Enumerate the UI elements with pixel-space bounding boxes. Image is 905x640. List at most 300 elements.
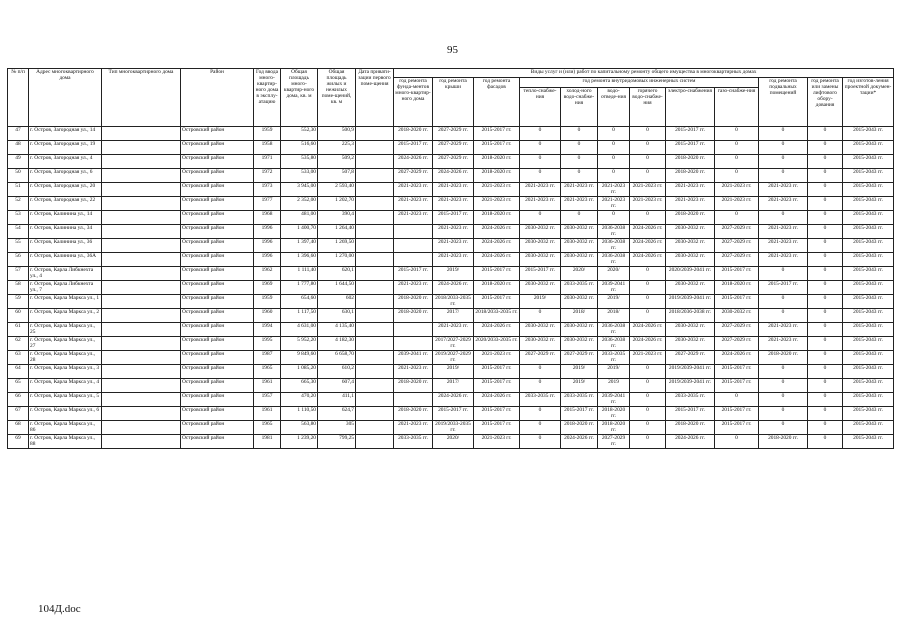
table-cell: 2021-2023 гг. <box>561 197 598 211</box>
table-cell: 56 <box>8 253 29 267</box>
table-cell: 2039-2041 гг. <box>598 281 630 295</box>
table-cell: 0 <box>759 155 808 169</box>
table-cell: 2021-2023 гг. <box>433 197 474 211</box>
table-cell: 6 658,70 <box>318 351 356 365</box>
table-cell: 2019/ <box>561 365 598 379</box>
table-cell: 2020/2039-2041 гг. <box>666 267 715 281</box>
table-cell <box>356 337 394 351</box>
table-cell: 2027-2029 гг. <box>433 155 474 169</box>
table-cell: 2017/2027-2029 гг. <box>433 337 474 351</box>
table-cell: 51 <box>8 183 29 197</box>
table-cell <box>356 281 394 295</box>
table-cell: 624,7 <box>318 407 356 421</box>
table-cell: 2036-2038 гг. <box>598 253 630 267</box>
table-cell: 2027-2029 гг. <box>433 127 474 141</box>
table-cell: 48 <box>8 141 29 155</box>
table-cell: 2015-2017 гг. <box>520 267 561 281</box>
table-cell: 1965 <box>254 365 281 379</box>
table-cell: 0 <box>520 365 561 379</box>
table-cell: 2015-2043 гг. <box>843 421 894 435</box>
table-cell: г. Остров, Карла Маркса ул., 3 <box>29 365 102 379</box>
table-cell: 2018-2020 гг. <box>394 295 433 309</box>
table-cell: г. Остров, Карла Маркса ул., 1 <box>29 295 102 309</box>
table-cell: 2021-2023 гг. <box>630 183 666 197</box>
table-cell: 2015-2017 гг. <box>474 421 520 435</box>
table-cell: 0 <box>520 379 561 393</box>
table-cell: г. Остров, Карла Маркса ул., 86 <box>29 421 102 435</box>
table-cell: 2018-2020 гг. <box>474 211 520 225</box>
table-cell: г. Остров, Калинина ул., 14 <box>29 211 102 225</box>
table-cell: 0 <box>561 211 598 225</box>
table-cell: 4 135,40 <box>318 323 356 337</box>
table-cell: 1996 <box>254 225 281 239</box>
table-cell: 2015-2043 гг. <box>843 435 894 449</box>
table-cell: 0 <box>759 407 808 421</box>
table-cell: 2018-2020 гг. <box>394 309 433 323</box>
table-cell <box>102 281 181 295</box>
table-cell: 2018-2020 гг. <box>759 435 808 449</box>
table-cell: 2015-2017 гг. <box>561 407 598 421</box>
table-cell <box>102 253 181 267</box>
table-row <box>8 435 894 449</box>
table-cell: 2015-2043 гг. <box>843 253 894 267</box>
table-cell: 2015-2043 гг. <box>843 323 894 337</box>
table-cell: 533,00 <box>281 169 318 183</box>
col-header-roof: год ремонта крыши <box>433 78 474 127</box>
table-cell: Островский район <box>181 225 254 239</box>
col-header-year: Год ввода много-квартир-ного дома в эксплу-атацию <box>254 69 281 127</box>
table-cell <box>394 393 433 407</box>
table-cell: 2015-2017 гг. <box>474 295 520 309</box>
table-cell: Островский район <box>181 169 254 183</box>
table-cell <box>102 155 181 169</box>
table-cell: 0 <box>759 169 808 183</box>
table-cell: 2018-2020 гг. <box>666 421 715 435</box>
table-cell: 2030-2032 гг. <box>520 225 561 239</box>
table-cell: 2024-2026 гг. <box>433 393 474 407</box>
table-row <box>8 351 894 365</box>
table-cell: 2033-2035 гг. <box>561 281 598 295</box>
table-cell: 0 <box>808 239 843 253</box>
table-cell: 2021-2023 гг. <box>630 197 666 211</box>
table-cell: 2027-2029 гг. <box>715 253 759 267</box>
table-cell: 2030-2032 гг. <box>520 337 561 351</box>
table-cell: 2019/ <box>561 379 598 393</box>
table-cell: 2017/ <box>433 379 474 393</box>
table-cell: 2015-2043 гг. <box>843 365 894 379</box>
table-row <box>8 407 894 421</box>
table-cell: Островский район <box>181 309 254 323</box>
table-cell: 2020/ <box>433 435 474 449</box>
table-cell <box>356 351 394 365</box>
table-cell: 2018-2020 гг. <box>474 155 520 169</box>
table-row <box>8 253 894 267</box>
table-cell: 2015-2017 гг. <box>474 365 520 379</box>
table-cell: 2033-2035 гг. <box>561 393 598 407</box>
table-cell: 2024-2026 гг. <box>630 337 666 351</box>
table-cell: 50 <box>8 169 29 183</box>
col-header-gas: газо-снабже-ния <box>715 88 759 127</box>
table-cell: 2015-2043 гг. <box>843 211 894 225</box>
table-cell <box>356 309 394 323</box>
table-cell: 2015-2017 гг. <box>715 421 759 435</box>
col-header-lift: год ремонта или замены лифтового обору-дования <box>808 78 843 127</box>
table-cell: Островский район <box>181 407 254 421</box>
table-cell: 2027-2029 гг. <box>715 239 759 253</box>
table-cell: 2027-2029 гг. <box>666 351 715 365</box>
table-body <box>8 127 894 449</box>
table-cell: 2015-2043 гг. <box>843 225 894 239</box>
table-cell: 2027-2029 гг. <box>394 169 433 183</box>
table-cell: 1958 <box>254 141 281 155</box>
table-cell: 2030-2032 гг. <box>666 323 715 337</box>
table-cell <box>356 295 394 309</box>
table-row <box>8 169 894 183</box>
table-cell: 2024-2026 гг. <box>630 323 666 337</box>
table-cell: г. Остров, Загородная ул., 14 <box>29 127 102 141</box>
table-cell: 0 <box>598 211 630 225</box>
table-cell: г. Остров, Загородная ул., 19 <box>29 141 102 155</box>
table-row <box>8 239 894 253</box>
table-cell: 2015-2043 гг. <box>843 309 894 323</box>
table-cell: 2015-2017 гг. <box>474 407 520 421</box>
table-cell: 2019/ <box>598 295 630 309</box>
table-cell: 2030-2032 гг. <box>520 239 561 253</box>
table-cell: 390,4 <box>318 211 356 225</box>
table-cell: Островский район <box>181 183 254 197</box>
table-cell: 2015-2043 гг. <box>843 281 894 295</box>
table-cell: 1971 <box>254 155 281 169</box>
table-cell: 55 <box>8 239 29 253</box>
table-cell <box>356 253 394 267</box>
table-cell: 1969 <box>254 281 281 295</box>
table-cell <box>356 239 394 253</box>
table-cell: 516,60 <box>281 141 318 155</box>
table-cell: 66 <box>8 393 29 407</box>
table-cell: 552,30 <box>281 127 318 141</box>
table-cell: 0 <box>808 365 843 379</box>
table-cell: 0 <box>808 197 843 211</box>
table-cell: 1 397,40 <box>281 239 318 253</box>
table-cell: 0 <box>630 295 666 309</box>
table-cell: 2030-2032 гг. <box>666 281 715 295</box>
table-cell: 0 <box>520 421 561 435</box>
table-cell: 2030-2032 гг. <box>520 281 561 295</box>
table-cell: 1996 <box>254 253 281 267</box>
table-cell: 1 400,70 <box>281 225 318 239</box>
table-cell: 0 <box>808 169 843 183</box>
table-cell: 0 <box>598 127 630 141</box>
table-cell: 0 <box>598 141 630 155</box>
table-cell: 0 <box>715 211 759 225</box>
table-cell: 3 945,00 <box>281 183 318 197</box>
table-cell: 2020/ <box>561 267 598 281</box>
table-cell: 2015-2043 гг. <box>843 155 894 169</box>
table-cell: 0 <box>630 365 666 379</box>
col-header-foundation: год ремонта фунда-ментов много-квартир-ного дома <box>394 78 433 127</box>
table-cell: 2021-2023 гг. <box>759 253 808 267</box>
table-cell: 0 <box>630 309 666 323</box>
table-cell: 47 <box>8 127 29 141</box>
col-header-num: № п/п <box>8 69 29 127</box>
table-cell: 1 239,20 <box>281 435 318 449</box>
table-cell: 0 <box>520 309 561 323</box>
table-cell: Островский район <box>181 435 254 449</box>
table-cell: 49 <box>8 155 29 169</box>
table-cell: 2015-2043 гг. <box>843 127 894 141</box>
table-cell: 67 <box>8 407 29 421</box>
table-cell: 2030-2032 гг. <box>520 323 561 337</box>
table-cell: 630,1 <box>318 309 356 323</box>
table-cell: 0 <box>520 127 561 141</box>
table-cell <box>356 379 394 393</box>
table-cell: 2019/ <box>433 267 474 281</box>
table-cell: 1 111,40 <box>281 267 318 281</box>
table-cell: 2020/ <box>598 267 630 281</box>
table-cell: 509,2 <box>318 155 356 169</box>
table-cell: 0 <box>759 141 808 155</box>
table-cell: 2015-2017 гг. <box>474 267 520 281</box>
table-cell: 2030-2032 гг. <box>520 253 561 267</box>
col-header-address: Адрес многоквартирного дома <box>29 69 102 127</box>
table-cell <box>102 393 181 407</box>
table-cell: 2024-2026 гг. <box>474 323 520 337</box>
table-cell: 1961 <box>254 379 281 393</box>
table-cell: 2021-2023 гг. <box>715 197 759 211</box>
table-cell: 2033-2035 гг. <box>666 393 715 407</box>
table-cell: 2024-2026 гг. <box>433 281 474 295</box>
table-cell: 2 593,40 <box>318 183 356 197</box>
table-cell <box>356 127 394 141</box>
table-row <box>8 323 894 337</box>
table-cell <box>356 211 394 225</box>
table-cell: 2015-2017 гг. <box>394 267 433 281</box>
table-cell: 2030-2032 гг. <box>561 253 598 267</box>
table-cell: 0 <box>561 169 598 183</box>
table-cell: 2030-2032 гг. <box>561 225 598 239</box>
table-cell: 2015-2017 гг. <box>433 407 474 421</box>
table-cell: 2021-2023 гг. <box>598 197 630 211</box>
table-cell: 2015-2017 гг. <box>433 211 474 225</box>
table-cell: г. Остров, Калинина ул., 36 <box>29 239 102 253</box>
col-header-facade: год ремонта фасадов <box>474 78 520 127</box>
table-cell: г. Остров, Загородная ул., 4 <box>29 155 102 169</box>
table-cell: 0 <box>759 309 808 323</box>
table-cell: 2018-2020 гг. <box>598 407 630 421</box>
table-cell: 0 <box>808 337 843 351</box>
table-cell: 2019/2039-2041 гг. <box>666 379 715 393</box>
table-cell: 2020/2033-2035 гг. <box>474 337 520 351</box>
table-cell: 0 <box>630 421 666 435</box>
table-row <box>8 421 894 435</box>
table-cell: 2024-2026 гг. <box>474 225 520 239</box>
table-cell: 2036-2038 гг. <box>598 225 630 239</box>
table-cell: 2030-2032 гг. <box>561 239 598 253</box>
table-cell: 2018/2036-2038 гг. <box>666 309 715 323</box>
table-cell: 0 <box>630 169 666 183</box>
table-cell: 665,30 <box>281 379 318 393</box>
table-row <box>8 337 894 351</box>
table-cell: 2019/2033-2035 гг. <box>433 421 474 435</box>
document-filename: 104Д.doc <box>38 603 81 615</box>
table-cell: 0 <box>715 141 759 155</box>
table-cell: 2015-2017 гг. <box>715 267 759 281</box>
table-cell: г. Остров, Калинина ул., 36А <box>29 253 102 267</box>
table-cell: 0 <box>759 365 808 379</box>
table-cell: 2024-2026 гг. <box>666 435 715 449</box>
table-cell: 2015-2017 гг. <box>666 407 715 421</box>
table-cell: г. Остров, Карла Маркса ул., 5 <box>29 393 102 407</box>
table-cell: 2021-2023 гг. <box>394 197 433 211</box>
table-cell: 0 <box>808 267 843 281</box>
table-cell: 2015-2043 гг. <box>843 379 894 393</box>
table-cell: 1 085,20 <box>281 365 318 379</box>
table-cell: 2019 <box>598 379 630 393</box>
table-cell: Островский район <box>181 239 254 253</box>
table-cell: Островский район <box>181 351 254 365</box>
table-cell: 1968 <box>254 211 281 225</box>
table-cell: 0 <box>808 309 843 323</box>
table-cell <box>356 225 394 239</box>
table-cell: 0 <box>808 281 843 295</box>
table-cell: 1957 <box>254 393 281 407</box>
table-cell: 0 <box>759 211 808 225</box>
table-cell: 2015-2017 гг. <box>474 379 520 393</box>
repair-schedule-table-wrap <box>7 68 893 449</box>
table-cell: 2021-2023 гг. <box>759 323 808 337</box>
table-cell <box>356 141 394 155</box>
table-row <box>8 365 894 379</box>
table-cell: 1995 <box>254 337 281 351</box>
table-cell: 1 117,50 <box>281 309 318 323</box>
table-cell: 60 <box>8 309 29 323</box>
table-cell <box>102 183 181 197</box>
table-cell: 2021-2023 гг. <box>630 351 666 365</box>
table-cell: 563,80 <box>281 421 318 435</box>
table-cell: 1960 <box>254 309 281 323</box>
table-cell: Островский район <box>181 337 254 351</box>
table-cell: 2021-2023 гг. <box>520 197 561 211</box>
table-cell: 2018-2020 гг. <box>561 421 598 435</box>
table-cell: 2021-2023 гг. <box>394 211 433 225</box>
table-cell: 63 <box>8 351 29 365</box>
table-cell: 2018-2020 гг. <box>394 379 433 393</box>
table-cell: 2021-2023 гг. <box>474 435 520 449</box>
table-cell: 2021-2023 гг. <box>394 421 433 435</box>
table-cell: 2021-2023 гг. <box>759 337 808 351</box>
table-cell: 0 <box>520 141 561 155</box>
table-cell: 0 <box>808 323 843 337</box>
table-cell: г. Остров, Загородная ул., 22 <box>29 197 102 211</box>
table-cell: 0 <box>520 155 561 169</box>
table-cell: 2036-2038 гг. <box>598 239 630 253</box>
col-header-heat: тепло-снабже-ния <box>520 88 561 127</box>
table-cell: 2021-2023 гг. <box>759 197 808 211</box>
col-header-first-date: Дата привати-зации первого поме-щения <box>356 69 394 127</box>
table-cell <box>102 169 181 183</box>
table-cell: 2015-2043 гг. <box>843 337 894 351</box>
table-cell: 1981 <box>254 435 281 449</box>
col-header-district: Район <box>181 69 254 127</box>
table-cell: 5 952,20 <box>281 337 318 351</box>
table-cell: 2027-2029 гг. <box>520 351 561 365</box>
table-row <box>8 197 894 211</box>
table-cell: 1 777,80 <box>281 281 318 295</box>
table-cell: 0 <box>808 435 843 449</box>
table-cell <box>102 365 181 379</box>
table-cell: 0 <box>759 127 808 141</box>
table-cell: 1 644,50 <box>318 281 356 295</box>
table-cell: г. Остров, Карла Либкнехта ул., 7 <box>29 281 102 295</box>
table-cell: 2017/ <box>433 309 474 323</box>
table-cell: 2030-2032 гг. <box>561 295 598 309</box>
table-cell: 0 <box>520 435 561 449</box>
table-cell: 2021-2023 гг. <box>759 183 808 197</box>
table-cell: 2030-2032 гг. <box>561 337 598 351</box>
table-cell <box>356 407 394 421</box>
table-cell: 0 <box>808 351 843 365</box>
table-cell <box>102 225 181 239</box>
table-cell: 2015-2043 гг. <box>843 267 894 281</box>
table-cell: 2024-2026 гг. <box>630 239 666 253</box>
table-cell: г. Остров, Карла Маркса ул., 2 <box>29 309 102 323</box>
table-cell <box>102 267 181 281</box>
table-row <box>8 127 894 141</box>
table-cell: г. Остров, Загородная ул., 20 <box>29 183 102 197</box>
table-cell: 2018-2020 гг. <box>666 211 715 225</box>
table-cell: 1962 <box>254 267 281 281</box>
table-cell <box>356 155 394 169</box>
col-header-group-title: Виды услуг и (или) работ по капитальному ремонту общего имущества в многоквартирных домах <box>394 69 894 78</box>
table-cell: 2030-2032 гг. <box>666 225 715 239</box>
table-cell <box>102 295 181 309</box>
table-cell: 1 264,40 <box>318 225 356 239</box>
table-cell: 2021-2023 гг. <box>759 225 808 239</box>
table-cell: г. Остров, Загородная ул., 6 <box>29 169 102 183</box>
table-cell: 1959 <box>254 295 281 309</box>
table-cell: 0 <box>759 267 808 281</box>
table-cell: 2030-2032 гг. <box>666 337 715 351</box>
table-cell: 2018/2033-2035 гг. <box>474 309 520 323</box>
table-cell: 2015-2043 гг. <box>843 141 894 155</box>
table-cell: 2021-2023 гг. <box>394 365 433 379</box>
table-cell <box>356 169 394 183</box>
table-cell: 0 <box>715 435 759 449</box>
table-row <box>8 281 894 295</box>
table-cell: 2036-2038 гг. <box>598 323 630 337</box>
col-header-cold: холод-ного водо-снабже-ния <box>561 88 598 127</box>
table-cell <box>102 337 181 351</box>
table-cell: 2015-2017 гг. <box>666 141 715 155</box>
table-cell: 68 <box>8 421 29 435</box>
table-cell: 0 <box>598 155 630 169</box>
table-cell: 2027-2029 гг. <box>561 351 598 365</box>
table-cell: 2021-2023 гг. <box>433 323 474 337</box>
table-cell: 0 <box>759 379 808 393</box>
table-cell: 2021-2023 гг. <box>394 183 433 197</box>
table-cell: 2019/2039-2041 гг. <box>666 295 715 309</box>
table-cell: 0 <box>630 127 666 141</box>
table-cell: 2018-2020 гг. <box>666 169 715 183</box>
table-cell: 2024-2026 гг. <box>715 351 759 365</box>
table-cell: 53 <box>8 211 29 225</box>
table-cell: 1 110,50 <box>281 407 318 421</box>
table-cell: г. Остров, Карла Маркса ул., 4 <box>29 379 102 393</box>
table-cell: 305 <box>318 421 356 435</box>
table-cell: 0 <box>520 407 561 421</box>
table-cell: Островский район <box>181 421 254 435</box>
table-cell: 2015-2017 гг. <box>715 365 759 379</box>
